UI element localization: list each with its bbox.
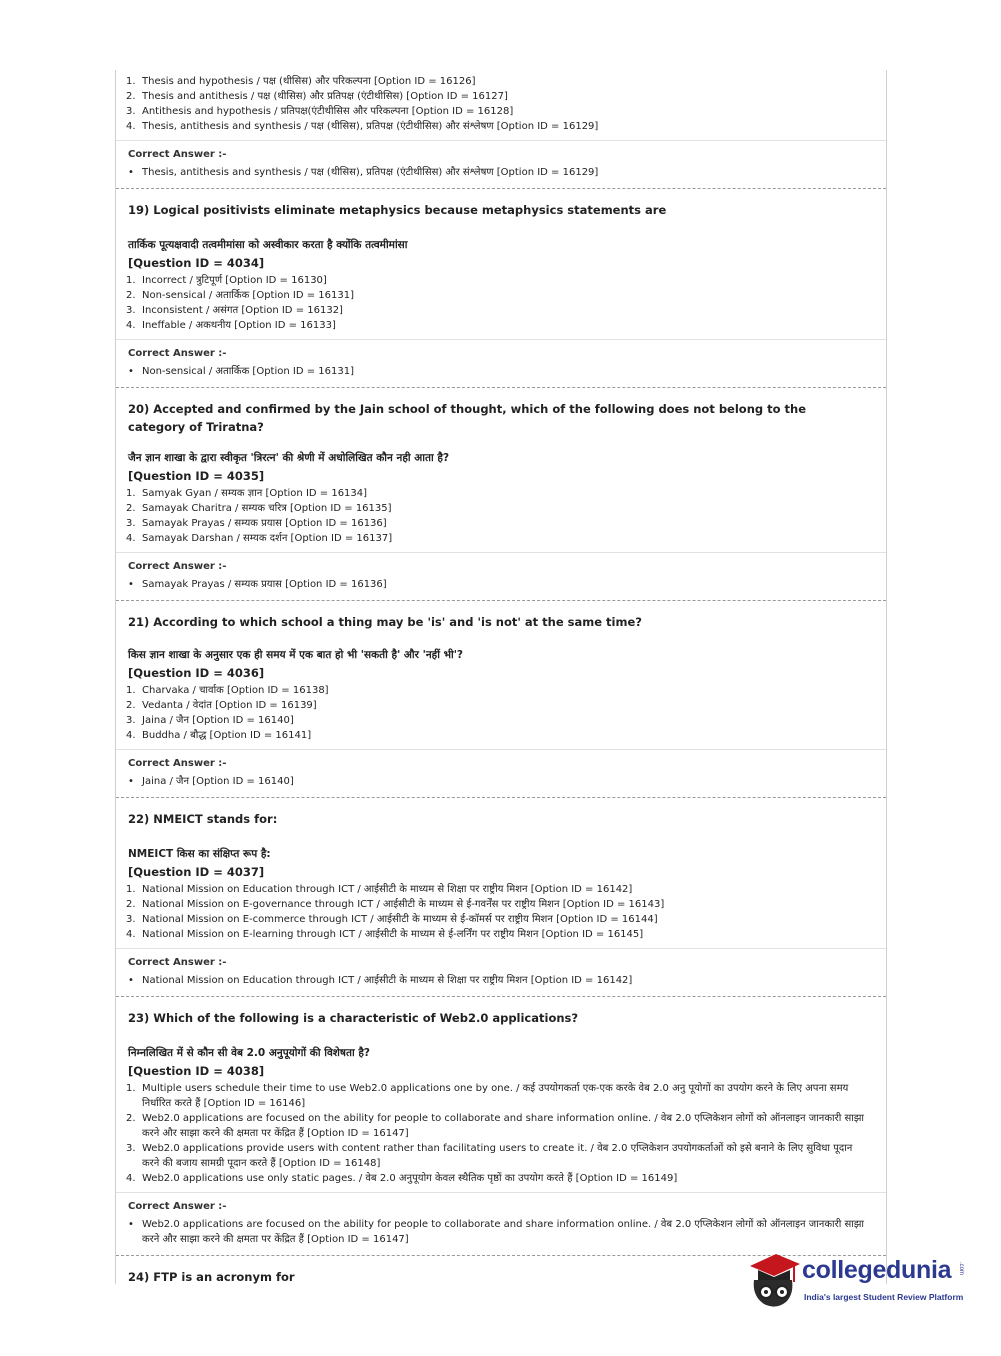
option-item: 4. Web2.0 applications use only static pages. / वेब 2.0 अनुपूयोग केवल स्थैतिक पृष्ठों का उपयोग करते हैं [Option ID = 16149] <box>126 1173 678 1184</box>
option-item: 1. Charvaka / चार्वाक [Option ID = 16138] <box>126 685 329 696</box>
option-item: 3. Web2.0 applications provide users with content rather than facilitating users to create it. / वेब 2.0 एप्लिकेशन उपयोगकर्ताओं को इसे बनाने के लिए सुविधा पूदान करने की बजाय सामग्री पूदान करते हैं [Option ID = 16148] <box>126 1143 853 1169</box>
option-item: 2. Vedanta / वेदांत [Option ID = 16139] <box>126 700 317 711</box>
correct-answer-text: • Samayak Prayas / सम्यक प्रयास [Option ID = 16136] <box>128 579 387 590</box>
logo-tagline: India's largest Student Review Platform <box>804 1292 964 1302</box>
bullet-icon: • <box>128 366 134 377</box>
question-hindi: NMEICT किस का संक्षिप्त रूप है: <box>128 848 271 860</box>
question-title: 19) Logical positivists eliminate metaphysics because metaphysics statements are <box>128 203 667 217</box>
option-item: 4. Thesis, antithesis and synthesis / पक्ष (थीसिस), प्रतिपक्ष (एंटीथीसिस) और संश्लेषण [Option ID = 16129] <box>126 121 599 132</box>
correct-answer-label: Correct Answer :- <box>128 561 227 572</box>
correct-answer-text: • Web2.0 applications are focused on the ability for people to collaborate and share information online. / वेब 2.0 एप्लिकेशन लोगों को ऑनलाइन जानकारी साझा करने और साझा करने की क्षमता पर केंद्रित हैं [Option ID = 16147] <box>128 1219 864 1245</box>
option-item: 2. Non-sensical / अतार्किक [Option ID = 16131] <box>126 290 354 301</box>
question-24-title: 24) FTP is an acronym for <box>128 1270 295 1284</box>
correct-answer-label: Correct Answer :- <box>128 348 227 359</box>
option-item: 4. Ineffable / अकथनीय [Option ID = 16133] <box>126 320 336 331</box>
question-title: 21) According to which school a thing may be 'is' and 'is not' at the same time? <box>128 615 642 629</box>
correct-answer-block <box>116 749 886 793</box>
bullet-icon: • <box>128 776 134 787</box>
option-item: 4. Buddha / बौद्ध [Option ID = 16141] <box>126 730 312 741</box>
question-options <box>126 273 876 333</box>
correct-answer-block <box>116 339 886 383</box>
question-id: [Question ID = 4034] <box>128 256 265 270</box>
q18-options <box>126 74 886 134</box>
q18-continuation <box>116 70 886 134</box>
question-20 <box>116 388 886 601</box>
option-item: 3. National Mission on E-commerce through ICT / आईसीटी के माध्यम से ई-कॉमर्स पर राष्ट्रीय मिशन [Option ID = 16144] <box>126 914 658 925</box>
question-22 <box>116 798 886 997</box>
option-item: 4. National Mission on E-learning through ICT / आईसीटी के माध्यम से ई-लर्निंग पर राष्ट्रीय मिशन [Option ID = 16145] <box>126 929 644 940</box>
collegedunia-logo <box>742 1250 972 1312</box>
question-id: [Question ID = 4037] <box>128 865 265 879</box>
option-item: 2. National Mission on E-governance through ICT / आईसीटी के माध्यम से ई-गवर्नेंस पर राष्ट्रीय मिशन [Option ID = 16143] <box>126 899 665 910</box>
question-hindi: तार्किक पूत्यक्षवादी तत्वमीमांसा को अस्वीकार करता है क्योंकि तत्वमीमांसा <box>128 239 408 251</box>
correct-answer-text: • National Mission on Education through ICT / आईसीटी के माध्यम से शिक्षा पर राष्ट्रीय मिशन [Option ID = 16142] <box>128 975 633 986</box>
option-item: 4. Samayak Darshan / सम्यक दर्शन [Option ID = 16137] <box>126 533 393 544</box>
option-item: 2. Samayak Charitra / सम्यक चरित्र [Option ID = 16135] <box>126 503 392 514</box>
correct-answer-block <box>116 1192 886 1251</box>
student-mascot-icon <box>742 1250 804 1312</box>
logo-wordmark: collegedunia <box>802 1256 952 1284</box>
question-hindi: किस ज्ञान शाखा के अनुसार एक ही समय में एक बात हो भी 'सकती है' और 'नहीं भी'? <box>128 649 464 661</box>
bullet-icon: • <box>128 975 134 986</box>
question-title: 22) NMEICT stands for: <box>128 812 278 826</box>
correct-answer-label: Correct Answer :- <box>128 149 227 160</box>
question-options <box>126 882 876 942</box>
question-options <box>126 1081 876 1186</box>
correct-answer-block <box>116 948 886 992</box>
option-item: 3. Antithesis and hypothesis / प्रतिपक्ष(एंटीथीसिस और परिकल्पना [Option ID = 16128] <box>126 106 514 117</box>
question-id: [Question ID = 4038] <box>128 1064 265 1078</box>
question-options <box>126 486 876 546</box>
option-item: 2. Web2.0 applications are focused on the ability for people to collaborate and share information online. / वेब 2.0 एप्लिकेशन लोगों को ऑनलाइन जानकारी साझा करने और साझा करने की क्षमता पर केंद्रित हैं [Option ID = 16147] <box>126 1113 864 1139</box>
question-id: [Question ID = 4036] <box>128 666 265 680</box>
correct-answer-block <box>116 552 886 596</box>
correct-answer-text: • Non-sensical / अतार्किक [Option ID = 16131] <box>128 366 354 377</box>
question-19 <box>116 189 886 388</box>
option-item: 1. Multiple users schedule their time to use Web2.0 applications one by one. / कई उपयोगकर्ता एक-एक करके वेब 2.0 अनु पूयोगों का उपयोग करने के लिए अपना समय निर्धारित करते हैं [Option ID = 16146] <box>126 1083 849 1109</box>
option-item: 3. Inconsistent / असंगत [Option ID = 16132] <box>126 305 343 316</box>
question-id: [Question ID = 4035] <box>128 469 265 483</box>
logo-suffix: .com <box>958 1262 964 1276</box>
option-item: 2. Thesis and antithesis / पक्ष (थीसिस) और प्रतिपक्ष (एंटीथीसिस) [Option ID = 16127] <box>126 91 508 102</box>
question-title: 23) Which of the following is a characteristic of Web2.0 applications? <box>128 1011 579 1025</box>
correct-answer-text: • Jaina / जैन [Option ID = 16140] <box>128 776 294 787</box>
question-hindi: जैन ज्ञान शाखा के द्वारा स्वीकृत 'त्रिरत्न' की श्रेणी में अधोलिखित कौन नही आता है? <box>128 452 450 464</box>
correct-answer-text: • Thesis, antithesis and synthesis / पक्ष (थीसिस), प्रतिपक्ष (एंटीथीसिस) और संश्लेषण [Option ID = 16129] <box>128 167 599 178</box>
option-item: 3. Samayak Prayas / सम्यक प्रयास [Option ID = 16136] <box>126 518 387 529</box>
correct-answer-label: Correct Answer :- <box>128 957 227 968</box>
option-item: 3. Jaina / जैन [Option ID = 16140] <box>126 715 294 726</box>
option-item: 1. Samyak Gyan / सम्यक ज्ञान [Option ID = 16134] <box>126 488 368 499</box>
q18-correct-answer <box>116 140 886 184</box>
question-hindi: निम्नलिखित में से कौन सी वेब 2.0 अनुपूयोगों की विशेषता है? <box>128 1047 371 1059</box>
bullet-icon: • <box>128 579 134 590</box>
bullet-icon: • <box>128 167 134 178</box>
question-23 <box>116 997 886 1256</box>
correct-answer-label: Correct Answer :- <box>128 758 227 769</box>
option-item: 1. Thesis and hypothesis / पक्ष (थीसिस) और परिकल्पना [Option ID = 16126] <box>126 76 476 87</box>
question-paper-page <box>115 70 887 1284</box>
question-title: 20) Accepted and confirmed by the Jain school of thought, which of the following does not belong to the category of Triratna? <box>128 402 807 434</box>
question-21 <box>116 601 886 798</box>
option-item: 1. National Mission on Education through ICT / आईसीटी के माध्यम से शिक्षा पर राष्ट्रीय मिशन [Option ID = 16142] <box>126 884 633 895</box>
correct-answer-label: Correct Answer :- <box>128 1201 227 1212</box>
bullet-icon: • <box>128 1219 134 1230</box>
question-options <box>126 683 876 743</box>
option-item: 1. Incorrect / त्रुटिपूर्ण [Option ID = 16130] <box>126 275 327 286</box>
